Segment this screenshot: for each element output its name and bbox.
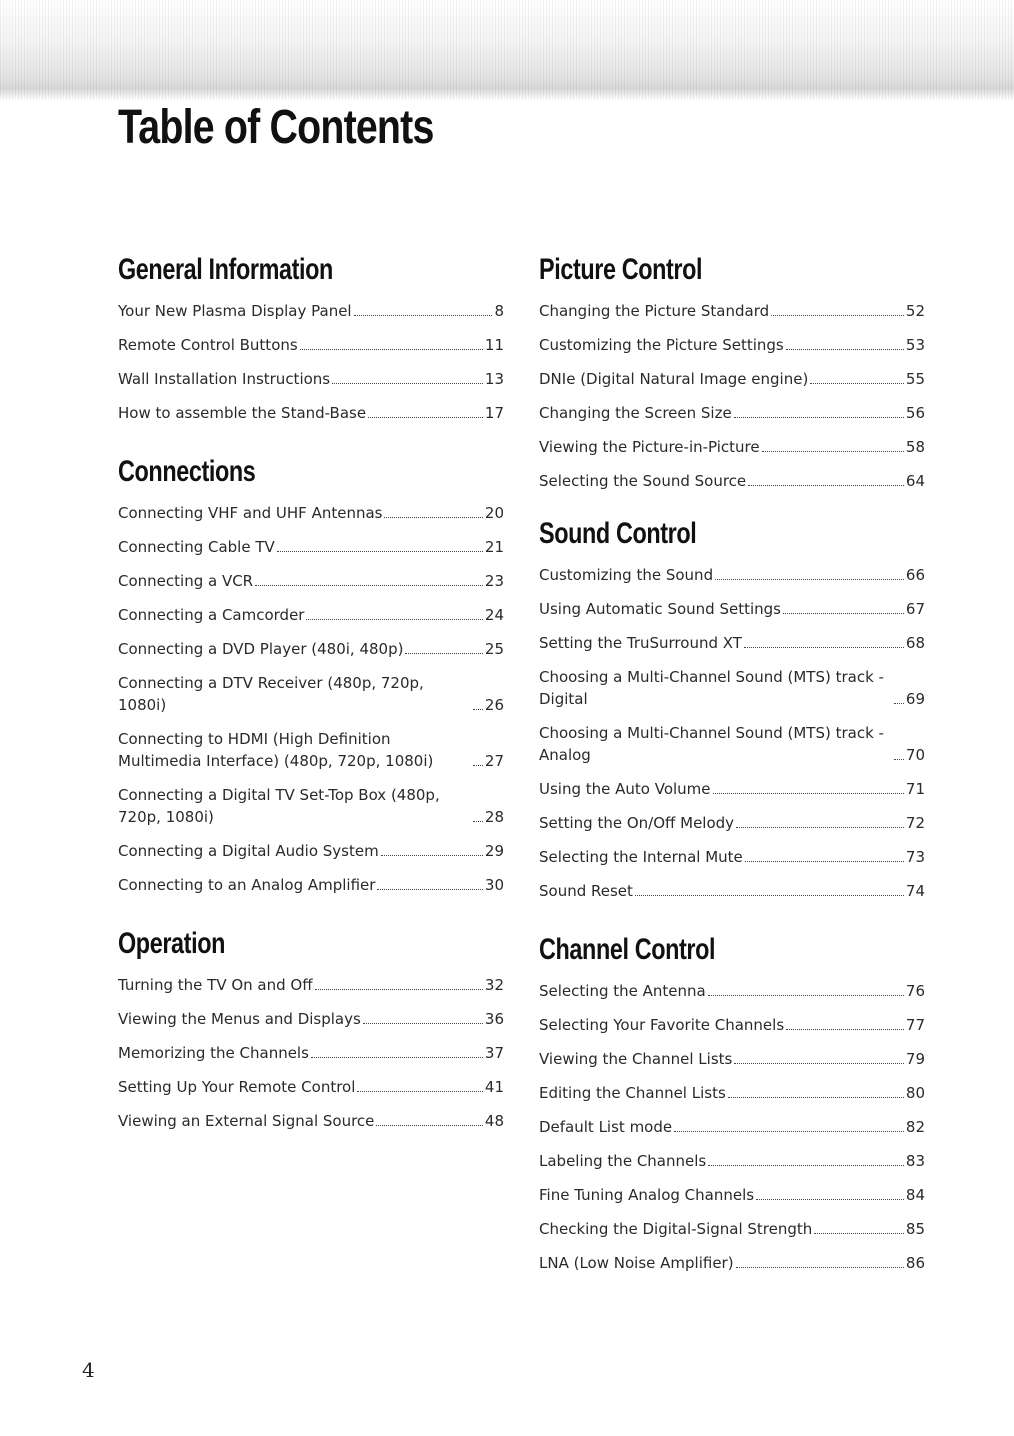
toc-entry-title: DNIe (Digital Natural Image engine) <box>539 370 809 388</box>
toc-entry-page: 32 <box>484 976 504 994</box>
dot-leader <box>354 315 493 316</box>
toc-entry-title: Editing the Channel Lists <box>539 1084 726 1102</box>
toc-entry-page: 79 <box>905 1050 925 1068</box>
toc-entry[interactable] <box>539 1150 925 1172</box>
toc-entry[interactable] <box>539 564 925 586</box>
section-title: Operation <box>118 927 226 960</box>
toc-entry-title: Customizing the Sound <box>539 566 714 584</box>
dot-leader <box>810 383 904 384</box>
dot-leader <box>715 579 904 580</box>
toc-entry[interactable] <box>118 1110 504 1132</box>
toc-entry-page: 30 <box>484 876 504 894</box>
dot-leader <box>405 653 482 654</box>
toc-entry-page: 53 <box>905 336 925 354</box>
toc-entry[interactable] <box>539 1252 925 1274</box>
toc-entry-page: 23 <box>484 572 504 590</box>
dot-leader <box>473 821 483 822</box>
toc-entry-title: Using Automatic Sound Settings <box>539 600 781 618</box>
toc-entry-title: Setting the On/Off Melody <box>539 814 735 832</box>
toc-entry[interactable] <box>539 722 925 766</box>
dot-leader <box>357 1091 483 1092</box>
toc-entry[interactable] <box>539 402 925 424</box>
toc-entry-title: Remote Control Buttons <box>118 336 298 354</box>
toc-entry-page: 11 <box>484 336 504 354</box>
toc-entry[interactable] <box>539 812 925 834</box>
toc-entry-title: Viewing the Picture-in-Picture <box>539 438 760 456</box>
toc-entry-title: Connecting to an Analog Amplifier <box>118 876 376 894</box>
toc-entry-page: 56 <box>905 404 925 422</box>
toc-entry-page: 58 <box>905 438 925 456</box>
dot-leader <box>384 517 482 518</box>
toc-entry-title: LNA (Low Noise Amplifier) <box>539 1254 734 1272</box>
toc-entry-page: 82 <box>905 1118 925 1136</box>
header-band <box>0 0 1014 100</box>
toc-entry[interactable] <box>539 1082 925 1104</box>
dot-leader <box>756 1199 904 1200</box>
toc-entry-title: Memorizing the Channels <box>118 1044 309 1062</box>
toc-column-left <box>118 252 504 1144</box>
toc-entry[interactable] <box>118 502 504 524</box>
toc-entry-page: 25 <box>484 640 504 658</box>
toc-entry-title: Checking the Digital-Signal Strength <box>539 1220 813 1238</box>
toc-entry-page: 48 <box>484 1112 504 1130</box>
toc-entry-title: Connecting a Camcorder <box>118 606 305 624</box>
toc-entry[interactable] <box>118 840 504 862</box>
toc-entry[interactable] <box>539 980 925 1002</box>
toc-entry[interactable] <box>118 638 504 660</box>
dot-leader <box>744 647 904 648</box>
toc-entry[interactable] <box>539 666 925 710</box>
dot-leader <box>748 485 904 486</box>
dot-leader <box>363 1023 483 1024</box>
toc-entry[interactable] <box>539 300 925 322</box>
toc-entry-title: Your New Plasma Display Panel <box>118 302 352 320</box>
toc-entry-title: Viewing the Channel Lists <box>539 1050 733 1068</box>
toc-entry-page: 36 <box>484 1010 504 1028</box>
toc-entry-title: Selecting the Internal Mute <box>539 848 743 866</box>
dot-leader <box>894 759 904 760</box>
dot-leader <box>736 1267 904 1268</box>
dot-leader <box>315 989 483 990</box>
toc-entry-page: 73 <box>905 848 925 866</box>
dot-leader <box>368 417 483 418</box>
toc-entry-title: Choosing a Multi-Channel Sound (MTS) track - Analog <box>539 724 884 764</box>
dot-leader <box>736 827 904 828</box>
dot-leader <box>332 383 483 384</box>
toc-entry[interactable] <box>539 1014 925 1036</box>
toc-entry[interactable] <box>118 874 504 896</box>
toc-entry-title: Wall Installation Instructions <box>118 370 331 388</box>
toc-entry-page: 24 <box>484 606 504 624</box>
toc-entry[interactable] <box>539 368 925 390</box>
toc-entry-page: 74 <box>905 882 925 900</box>
section-title: Picture Control <box>539 253 703 286</box>
dot-leader <box>381 855 483 856</box>
toc-entry-page: 77 <box>905 1016 925 1034</box>
toc-entry-title: Setting the TruSurround XT <box>539 634 742 652</box>
toc-entry[interactable] <box>539 598 925 620</box>
dot-leader <box>376 1125 483 1126</box>
entry-list <box>118 300 504 424</box>
toc-entry[interactable] <box>539 778 925 800</box>
toc-entry[interactable] <box>539 1184 925 1206</box>
dot-leader <box>300 349 483 350</box>
entry-list <box>539 300 925 492</box>
toc-entry-page: 64 <box>905 472 925 490</box>
dot-leader <box>473 765 483 766</box>
toc-entry-title: Selecting Your Favorite Channels <box>539 1016 785 1034</box>
toc-entry[interactable] <box>539 632 925 654</box>
dot-leader <box>311 1057 483 1058</box>
toc-entry-title: Default List mode <box>539 1118 673 1136</box>
toc-entry-title: Turning the TV On and Off <box>118 976 313 994</box>
toc-entry[interactable] <box>118 604 504 626</box>
section-general-information <box>118 252 504 424</box>
toc-entry-page: 17 <box>484 404 504 422</box>
toc-entry-title: Changing the Screen Size <box>539 404 732 422</box>
toc-entry-page: 76 <box>905 982 925 1000</box>
section-operation <box>118 926 504 1132</box>
toc-entry-page: 66 <box>905 566 925 584</box>
toc-entry[interactable] <box>118 570 504 592</box>
dot-leader <box>674 1131 904 1132</box>
toc-entry[interactable] <box>118 1042 504 1064</box>
entry-list <box>539 564 925 902</box>
toc-entry-title: Connecting a Digital Audio System <box>118 842 379 860</box>
dot-leader <box>734 417 904 418</box>
entry-list <box>118 974 504 1132</box>
toc-entry-page: 26 <box>484 696 504 714</box>
toc-entry[interactable] <box>118 672 504 716</box>
dot-leader <box>277 551 483 552</box>
toc-entry-page: 83 <box>905 1152 925 1170</box>
toc-entry[interactable] <box>539 846 925 868</box>
dot-leader <box>377 889 482 890</box>
section-title: Sound Control <box>539 517 697 550</box>
toc-entry-title: Viewing an External Signal Source <box>118 1112 375 1130</box>
toc-entry[interactable] <box>118 1076 504 1098</box>
toc-entry[interactable] <box>118 402 504 424</box>
dot-leader <box>708 995 904 996</box>
dot-leader <box>708 1165 904 1166</box>
dot-leader <box>814 1233 904 1234</box>
toc-entry[interactable] <box>118 300 504 322</box>
entry-list <box>118 502 504 896</box>
section-title: Channel Control <box>539 933 716 966</box>
toc-entry-page: 52 <box>905 302 925 320</box>
section-title: General Information <box>118 253 333 286</box>
toc-entry-page: 21 <box>484 538 504 556</box>
toc-entry[interactable] <box>539 470 925 492</box>
toc-entry[interactable] <box>539 436 925 458</box>
dot-leader <box>734 1063 904 1064</box>
toc-entry-page: 28 <box>484 808 504 826</box>
toc-entry-title: Customizing the Picture Settings <box>539 336 784 354</box>
dot-leader <box>894 703 904 704</box>
dot-leader <box>473 709 483 710</box>
toc-entry-title: Choosing a Multi-Channel Sound (MTS) track - Digital <box>539 668 884 708</box>
toc-entry-title: How to assemble the Stand-Base <box>118 404 367 422</box>
toc-entry-title: Sound Reset <box>539 882 633 900</box>
toc-entry-title: Selecting the Sound Source <box>539 472 747 490</box>
toc-entry-title: Connecting to HDMI (High Definition Multimedia Interface) (480p, 720p, 1080i) <box>118 730 434 770</box>
toc-entry-title: Connecting a VCR <box>118 572 254 590</box>
toc-entry-title: Setting Up Your Remote Control <box>118 1078 356 1096</box>
toc-entry-page: 69 <box>905 690 925 708</box>
toc-entry[interactable] <box>118 1008 504 1030</box>
dot-leader <box>745 861 904 862</box>
toc-column-right <box>539 252 925 1286</box>
dot-leader <box>786 1029 904 1030</box>
dot-leader <box>771 315 904 316</box>
section-picture-control <box>539 252 925 492</box>
toc-entry-title: Selecting the Antenna <box>539 982 706 1000</box>
toc-entry-title: Fine Tuning Analog Channels <box>539 1186 755 1204</box>
toc-entry-title: Changing the Picture Standard <box>539 302 770 320</box>
toc-entry-title: Connecting VHF and UHF Antennas <box>118 504 383 522</box>
dot-leader <box>762 451 904 452</box>
entry-list <box>539 980 925 1274</box>
section-title: Connections <box>118 455 256 488</box>
toc-entry-page: 70 <box>905 746 925 764</box>
dot-leader <box>635 895 904 896</box>
toc-entry[interactable] <box>539 1218 925 1240</box>
section-connections <box>118 454 504 896</box>
toc-entry[interactable] <box>118 784 504 828</box>
toc-entry-page: 20 <box>484 504 504 522</box>
dot-leader <box>713 793 904 794</box>
toc-entry-title: Connecting a DTV Receiver (480p, 720p, 1080i) <box>118 674 424 714</box>
toc-entry[interactable] <box>539 880 925 902</box>
toc-entry[interactable] <box>118 334 504 356</box>
toc-entry-page: 13 <box>484 370 504 388</box>
toc-entry-title: Connecting a DVD Player (480i, 480p) <box>118 640 404 658</box>
section-channel-control <box>539 932 925 1274</box>
page-number: 4 <box>82 1358 95 1382</box>
toc-entry-title: Viewing the Menus and Displays <box>118 1010 361 1028</box>
toc-entry-page: 29 <box>484 842 504 860</box>
toc-entry-page: 68 <box>905 634 925 652</box>
toc-entry-title: Connecting Cable TV <box>118 538 275 556</box>
toc-entry[interactable] <box>118 536 504 558</box>
toc-entry[interactable] <box>118 728 504 772</box>
toc-entry-title: Using the Auto Volume <box>539 780 711 798</box>
toc-entry-page: 72 <box>905 814 925 832</box>
toc-entry-page: 84 <box>905 1186 925 1204</box>
toc-entry-page: 85 <box>905 1220 925 1238</box>
toc-entry-page: 37 <box>484 1044 504 1062</box>
toc-entry[interactable] <box>539 1116 925 1138</box>
toc-entry-page: 80 <box>905 1084 925 1102</box>
toc-entry-page: 71 <box>905 780 925 798</box>
dot-leader <box>255 585 483 586</box>
toc-entry-page: 41 <box>484 1078 504 1096</box>
toc-entry-title: Connecting a Digital TV Set-Top Box (480p, 720p, 1080i) <box>118 786 440 826</box>
toc-entry[interactable] <box>118 368 504 390</box>
toc-entry-title: Labeling the Channels <box>539 1152 707 1170</box>
toc-entry-page: 67 <box>905 600 925 618</box>
section-sound-control <box>539 516 925 902</box>
toc-entry-page: 55 <box>905 370 925 388</box>
toc-entry-page: 86 <box>905 1254 925 1272</box>
page-title: Table of Contents <box>118 101 434 154</box>
dot-leader <box>783 613 904 614</box>
toc-entry[interactable] <box>539 1048 925 1070</box>
toc-entry[interactable] <box>118 974 504 996</box>
dot-leader <box>306 619 482 620</box>
dot-leader <box>786 349 904 350</box>
toc-entry-page: 27 <box>484 752 504 770</box>
dot-leader <box>728 1097 904 1098</box>
toc-entry[interactable] <box>539 334 925 356</box>
toc-entry-page: 8 <box>494 302 504 320</box>
